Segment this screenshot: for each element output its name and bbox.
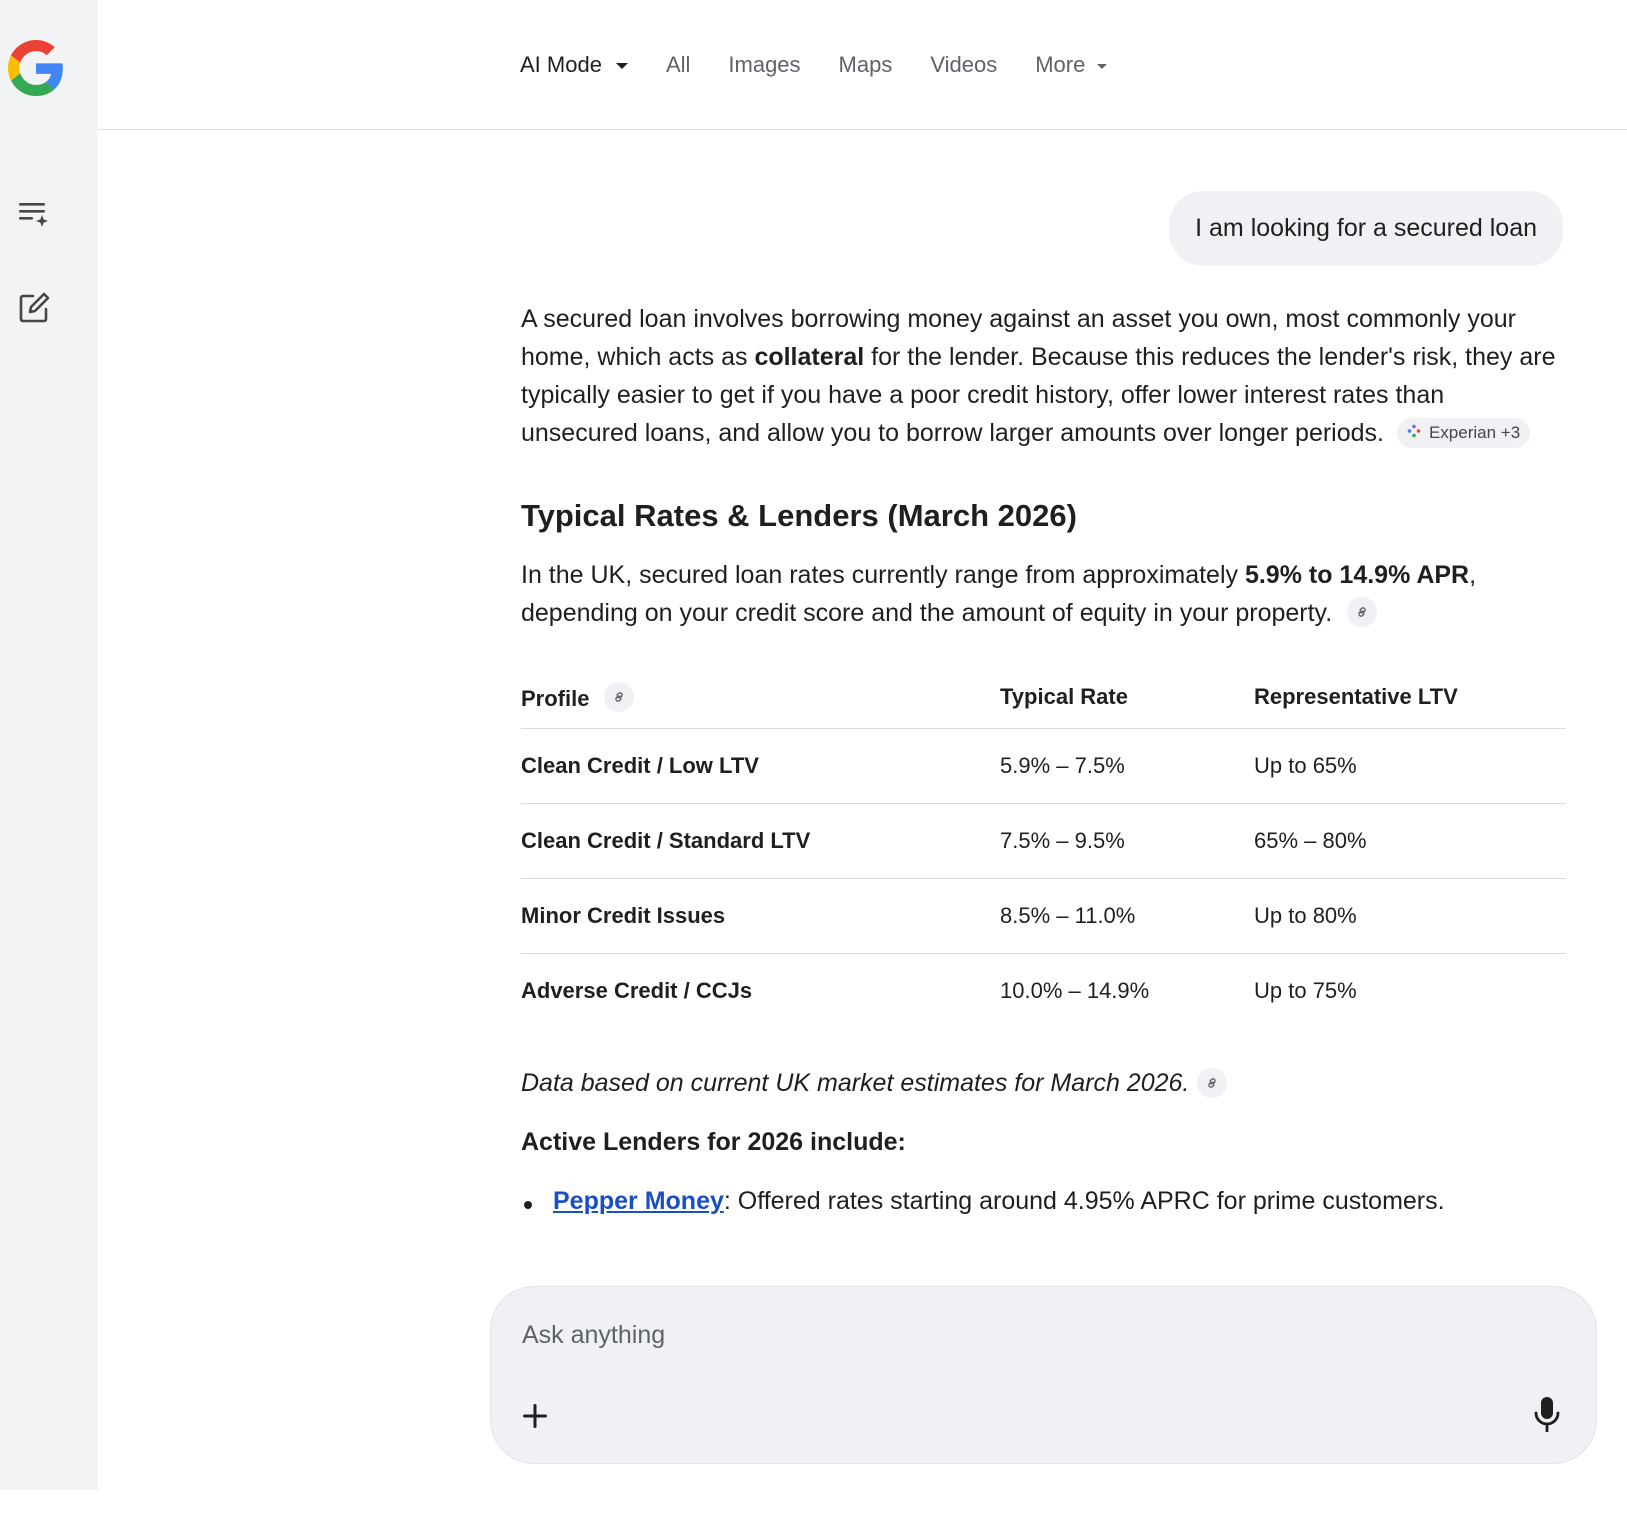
note-text: Data based on current UK market estimates for March 2026. <box>521 1068 1190 1097</box>
table-cell: 10.0% – 14.9% <box>1000 977 1150 1003</box>
table-cell: 8.5% – 11.0% <box>1000 878 1254 953</box>
lender-description: : Offered rates starting around 4.95% APRC for prime customers. <box>723 1187 1445 1215</box>
search-tabs <box>520 52 1145 78</box>
table-cell: Minor Credit Issues <box>521 878 1000 953</box>
intro-paragraph <box>521 300 1566 452</box>
table-cell: 7.5% – 9.5% <box>1000 803 1254 878</box>
source-chip-label: Experian +3 <box>1428 423 1521 442</box>
list-item <box>521 1187 1566 1216</box>
table-cell: Up to 80% <box>1254 878 1566 953</box>
user-query-bubble: I am looking for a secured loan <box>1169 191 1563 266</box>
ask-composer[interactable] <box>490 1286 1597 1464</box>
tab-all[interactable] <box>666 52 690 78</box>
table-header-row <box>521 666 1566 728</box>
google-logo[interactable] <box>8 40 64 96</box>
rates-text: In the UK, secured loan rates currently range from approximately <box>521 561 1245 589</box>
sources-icon <box>1407 414 1421 452</box>
table-cell: Adverse Credit / CCJs <box>521 977 753 1003</box>
tab-more[interactable] <box>1035 52 1107 78</box>
plus-icon[interactable] <box>518 1399 552 1433</box>
ai-answer <box>521 300 1566 1216</box>
intro-text: for the lender. Because this reduces the lender's risk, they are typically easier to get if you have a poor credit history, offer lower interest rates than unsecured loans, and allow you to borrow larger amounts over longer periods. <box>521 343 1556 447</box>
table-row <box>521 953 1566 1028</box>
table-cell: Up to 75% <box>1254 977 1357 1003</box>
chevron-down-icon <box>1097 64 1107 69</box>
table-cell: Up to 65% <box>1254 728 1566 803</box>
table-row <box>521 878 1566 953</box>
rates-text: , depending on your credit score and the amount of equity in your property. <box>521 561 1477 627</box>
table-cell: 65% – 80% <box>1254 803 1566 878</box>
tab-label: Maps <box>838 52 893 77</box>
intro-text: A secured loan involves borrowing money against an asset you own, most commonly your home, which acts as <box>521 305 1516 371</box>
data-note <box>521 1068 1566 1098</box>
new-chat-icon[interactable] <box>14 288 54 328</box>
table-row <box>521 728 1566 803</box>
rates-table <box>521 666 1566 1028</box>
intro-bold: collateral <box>754 343 865 371</box>
table-header: Representative LTV <box>1254 666 1566 728</box>
table-cell: 5.9% – 7.5% <box>1000 728 1254 803</box>
rates-paragraph <box>521 556 1566 632</box>
ask-input-placeholder[interactable]: Ask anything <box>522 1321 666 1349</box>
tab-label: More <box>1035 52 1086 77</box>
tab-videos[interactable] <box>930 52 997 78</box>
table-row <box>521 803 1566 878</box>
section-heading: Typical Rates & Lenders (March 2026) <box>521 498 1077 533</box>
table-header <box>521 666 1000 728</box>
table-header: Typical Rate <box>1000 666 1254 728</box>
chevron-down-icon <box>616 63 628 69</box>
tab-images[interactable] <box>728 52 800 78</box>
tab-label: Images <box>728 52 801 77</box>
lenders-heading: Active Lenders for 2026 include: <box>521 1128 906 1156</box>
table-cell: Clean Credit / Low LTV <box>521 728 1000 803</box>
tab-ai-mode[interactable] <box>520 52 628 78</box>
rates-bold: 5.9% to 14.9% APR <box>1244 561 1470 589</box>
tab-label: All <box>665 52 691 77</box>
history-icon[interactable] <box>14 194 54 234</box>
lender-link-pepper-money[interactable]: Pepper Money <box>553 1187 724 1215</box>
tab-maps[interactable] <box>839 52 893 78</box>
sidebar <box>0 0 98 1490</box>
top-nav <box>98 0 1627 130</box>
microphone-icon[interactable] <box>1530 1395 1564 1435</box>
tab-label: AI Mode <box>520 52 602 77</box>
tab-label: Videos <box>930 52 998 77</box>
link-icon[interactable] <box>1347 597 1377 627</box>
source-chip[interactable] <box>1397 418 1530 448</box>
lenders-list <box>521 1187 1566 1216</box>
link-icon[interactable] <box>1197 1068 1227 1098</box>
link-icon[interactable] <box>604 682 634 712</box>
header-label: Profile <box>521 685 590 711</box>
table-cell: Clean Credit / Standard LTV <box>521 803 1000 878</box>
